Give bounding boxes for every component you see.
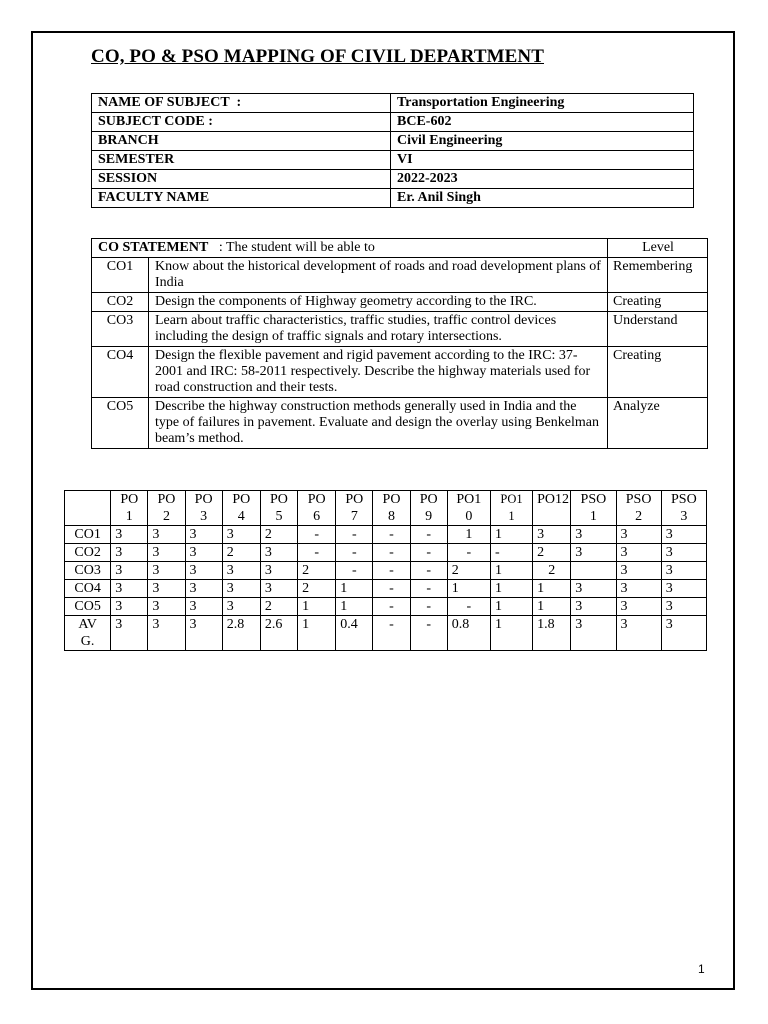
mapping-cell: 3 <box>661 616 706 651</box>
mapping-column-header-line1: PSO <box>625 492 652 507</box>
mapping-cell: 3 <box>222 598 260 616</box>
mapping-column-header-line1: PO <box>345 492 364 507</box>
mapping-row <box>65 616 707 651</box>
mapping-cell: 3 <box>616 598 661 616</box>
subject-info-row <box>92 151 694 170</box>
mapping-cell: 3 <box>148 526 185 544</box>
mapping-cell: 3 <box>571 580 616 598</box>
mapping-column-header <box>661 491 706 526</box>
mapping-cell: 3 <box>111 598 148 616</box>
subject-info-value: Er. Anil Singh <box>391 189 694 208</box>
mapping-cell: 1 <box>298 616 336 651</box>
page-number: 1 <box>698 962 705 976</box>
mapping-cell: 3 <box>571 526 616 544</box>
mapping-cell: - <box>373 616 410 651</box>
mapping-cell: 3 <box>571 544 616 562</box>
co-statement-heading: CO STATEMENT <box>98 240 209 255</box>
mapping-cell: 1 <box>490 580 532 598</box>
mapping-column-header-line2: 5 <box>275 509 283 524</box>
co-id: CO5 <box>92 398 149 449</box>
mapping-cell: - <box>447 544 490 562</box>
mapping-cell: 3 <box>571 616 616 651</box>
mapping-column-header <box>260 491 297 526</box>
subject-info-row <box>92 189 694 208</box>
mapping-cell: 3 <box>185 526 222 544</box>
mapping-column-header <box>373 491 410 526</box>
mapping-cell: 2 <box>260 526 297 544</box>
mapping-cell: - <box>373 580 410 598</box>
mapping-column-header-line1: PO <box>232 492 251 507</box>
subject-info-label: BRANCH <box>92 132 391 151</box>
mapping-row-label: CO2 <box>65 544 111 562</box>
mapping-cell: 3 <box>185 544 222 562</box>
level-header: Level <box>608 239 708 258</box>
mapping-column-header-line2: 3 <box>680 509 688 524</box>
mapping-column-header-line1: PO1 <box>456 492 482 507</box>
page-title: CO, PO & PSO MAPPING OF CIVIL DEPARTMENT <box>91 46 544 67</box>
mapping-column-header-line2: 1 <box>589 509 597 524</box>
mapping-row <box>65 562 707 580</box>
mapping-cell: 1 <box>490 616 532 651</box>
mapping-cell: 2 <box>260 598 297 616</box>
mapping-cell: 2 <box>447 562 490 580</box>
mapping-cell: - <box>373 598 410 616</box>
mapping-column-header-line2: 9 <box>425 509 433 524</box>
mapping-column-header-line2: 2 <box>162 509 170 524</box>
mapping-corner-cell <box>65 491 111 526</box>
subject-info-row <box>92 170 694 189</box>
mapping-row-label: CO4 <box>65 580 111 598</box>
subject-info-row <box>92 94 694 113</box>
mapping-cell: 3 <box>260 580 297 598</box>
mapping-row-label: CO5 <box>65 598 111 616</box>
mapping-column-header-line1: PO12 <box>537 492 570 507</box>
subject-info-value: Civil Engineering <box>391 132 694 151</box>
mapping-cell: 1 <box>490 562 532 580</box>
co-id: CO2 <box>92 293 149 312</box>
mapping-cell: - <box>447 598 490 616</box>
mapping-cell: 1 <box>533 598 571 616</box>
mapping-column-header-line1: PSO <box>671 492 697 507</box>
mapping-cell: - <box>410 544 447 562</box>
mapping-cell: - <box>336 526 373 544</box>
mapping-cell: 3 <box>616 562 661 580</box>
mapping-cell: - <box>373 526 410 544</box>
mapping-row-label: CO1 <box>65 526 111 544</box>
mapping-column-header <box>447 491 490 526</box>
mapping-cell: 3 <box>661 526 706 544</box>
mapping-column-header-line1: PO <box>157 492 176 507</box>
mapping-column-header-line2: 2 <box>635 509 643 524</box>
subject-info-label: SESSION <box>92 170 391 189</box>
mapping-cell: - <box>410 526 447 544</box>
mapping-cell: 2 <box>222 544 260 562</box>
mapping-cell: 1 <box>298 598 336 616</box>
mapping-row-label: CO3 <box>65 562 111 580</box>
mapping-cell: 3 <box>185 598 222 616</box>
co-level: Analyze <box>608 398 708 449</box>
co-statement-header-row <box>92 239 708 258</box>
mapping-cell: 3 <box>148 598 185 616</box>
mapping-column-header-line2: 4 <box>237 509 245 524</box>
mapping-cell: 3 <box>260 562 297 580</box>
mapping-cell: 3 <box>661 544 706 562</box>
po-pso-mapping-table <box>64 490 707 651</box>
mapping-cell: 2 <box>298 562 336 580</box>
subject-info-value: VI <box>391 151 694 170</box>
co-id: CO1 <box>92 258 149 293</box>
mapping-column-header-line1: PSO <box>580 492 607 507</box>
mapping-cell: 3 <box>571 598 616 616</box>
mapping-column-header <box>148 491 185 526</box>
mapping-row <box>65 544 707 562</box>
mapping-cell: 2 <box>533 544 571 562</box>
co-statement-heading-cell <box>92 239 608 258</box>
mapping-cell: 2 <box>298 580 336 598</box>
co-level: Creating <box>608 347 708 398</box>
co-statement-table <box>91 238 708 449</box>
mapping-cell: - <box>373 544 410 562</box>
mapping-cell: 1 <box>336 580 373 598</box>
subject-info-label: FACULTY NAME <box>92 189 391 208</box>
mapping-column-header-line2: 1 <box>508 509 515 523</box>
mapping-column-header <box>111 491 148 526</box>
co-row <box>92 312 708 347</box>
co-text: Design the flexible pavement and rigid pavement according to the IRC: 37-2001 and IRC: 58-2011 respectively. Describe the highway materials used for road construction and their tests. <box>149 347 608 398</box>
mapping-cell: 3 <box>222 562 260 580</box>
mapping-cell: - <box>336 544 373 562</box>
mapping-column-header <box>222 491 260 526</box>
mapping-column-header-line1: PO1 <box>500 492 523 506</box>
mapping-row <box>65 526 707 544</box>
mapping-column-header <box>336 491 373 526</box>
mapping-cell: 3 <box>533 526 571 544</box>
co-row <box>92 398 708 449</box>
mapping-cell: - <box>298 544 336 562</box>
mapping-column-header <box>298 491 336 526</box>
mapping-cell: 3 <box>661 580 706 598</box>
co-row <box>92 293 708 312</box>
subject-info-value: Transportation Engineering <box>391 94 694 113</box>
mapping-cell: - <box>410 562 447 580</box>
mapping-cell: - <box>373 562 410 580</box>
mapping-cell: 1 <box>447 580 490 598</box>
mapping-cell: 1.8 <box>533 616 571 651</box>
mapping-cell: 3 <box>148 544 185 562</box>
mapping-row <box>65 580 707 598</box>
subject-info-row <box>92 113 694 132</box>
mapping-cell: 3 <box>222 526 260 544</box>
mapping-column-header <box>410 491 447 526</box>
mapping-column-header-line1: PO <box>419 492 438 507</box>
co-row <box>92 258 708 293</box>
co-text: Design the components of Highway geometry according to the IRC. <box>149 293 608 312</box>
co-statement-heading-suffix: : The student will be able to <box>208 240 375 255</box>
mapping-cell: 3 <box>616 526 661 544</box>
mapping-header-row <box>65 491 707 526</box>
mapping-cell: 1 <box>490 598 532 616</box>
co-text: Know about the historical development of roads and road development plans of India <box>149 258 608 293</box>
mapping-cell: 3 <box>111 580 148 598</box>
mapping-cell: - <box>410 616 447 651</box>
mapping-cell: 3 <box>616 544 661 562</box>
mapping-cell: 3 <box>111 616 148 651</box>
subject-info-value: 2022-2023 <box>391 170 694 189</box>
co-id: CO3 <box>92 312 149 347</box>
mapping-cell: 3 <box>260 544 297 562</box>
mapping-column-header-line1: PO <box>270 492 288 507</box>
mapping-column-header-line1: PO <box>307 492 326 507</box>
mapping-column-header-line2: 6 <box>313 509 321 524</box>
mapping-cell: 3 <box>616 580 661 598</box>
mapping-column-header <box>533 491 571 526</box>
mapping-cell: 1 <box>447 526 490 544</box>
co-text: Describe the highway construction methods generally used in India and the type of failures in pavement. Evaluate and design the overlay using Benkelman beam’s method. <box>149 398 608 449</box>
mapping-column-header <box>571 491 616 526</box>
mapping-cell: 3 <box>661 562 706 580</box>
mapping-cell: - <box>490 544 532 562</box>
mapping-cell: 3 <box>148 616 185 651</box>
subject-info-value: BCE-602 <box>391 113 694 132</box>
mapping-cell: 1 <box>533 580 571 598</box>
co-row <box>92 347 708 398</box>
mapping-cell: 3 <box>185 562 222 580</box>
mapping-cell: - <box>410 598 447 616</box>
mapping-cell: - <box>410 580 447 598</box>
mapping-column-header <box>185 491 222 526</box>
mapping-column-header <box>616 491 661 526</box>
mapping-cell: 0.8 <box>447 616 490 651</box>
mapping-column-header-line1: PO <box>194 492 213 507</box>
mapping-cell: 2.6 <box>260 616 297 651</box>
mapping-column-header-line2: 1 <box>125 509 133 524</box>
mapping-cell: 3 <box>148 580 185 598</box>
co-text: Learn about traffic characteristics, traffic studies, traffic control devices including the design of traffic signals and rotary intersections. <box>149 312 608 347</box>
mapping-cell: 3 <box>185 616 222 651</box>
co-id: CO4 <box>92 347 149 398</box>
mapping-column-header-line2: 0 <box>465 509 473 524</box>
mapping-column-header <box>490 491 532 526</box>
mapping-cell: 3 <box>111 562 148 580</box>
mapping-cell: 3 <box>616 616 661 651</box>
mapping-cell: 2.8 <box>222 616 260 651</box>
subject-info-row <box>92 132 694 151</box>
mapping-cell: - <box>298 526 336 544</box>
co-level: Remembering <box>608 258 708 293</box>
subject-info-label: NAME OF SUBJECT : <box>92 94 391 113</box>
mapping-cell: 3 <box>148 562 185 580</box>
mapping-cell: 2 <box>533 562 571 580</box>
mapping-cell <box>571 562 616 580</box>
mapping-cell: 0.4 <box>336 616 373 651</box>
mapping-cell: - <box>336 562 373 580</box>
mapping-column-header-line2: 8 <box>387 509 395 524</box>
mapping-row <box>65 598 707 616</box>
mapping-cell: 3 <box>661 598 706 616</box>
co-level: Understand <box>608 312 708 347</box>
mapping-cell: 1 <box>490 526 532 544</box>
subject-info-label: SUBJECT CODE : <box>92 113 391 132</box>
mapping-column-header-line1: PO <box>120 492 139 507</box>
mapping-cell: 3 <box>111 526 148 544</box>
mapping-cell: 3 <box>111 544 148 562</box>
mapping-column-header-line2: 3 <box>200 509 208 524</box>
mapping-column-header-line1: PO <box>382 492 401 507</box>
co-level: Creating <box>608 293 708 312</box>
mapping-cell: 3 <box>185 580 222 598</box>
subject-info-table <box>91 93 694 208</box>
mapping-cell: 3 <box>222 580 260 598</box>
subject-info-label: SEMESTER <box>92 151 391 170</box>
mapping-cell: 1 <box>336 598 373 616</box>
mapping-row-label: AV G. <box>65 616 111 651</box>
mapping-column-header-line2: 7 <box>350 509 358 524</box>
